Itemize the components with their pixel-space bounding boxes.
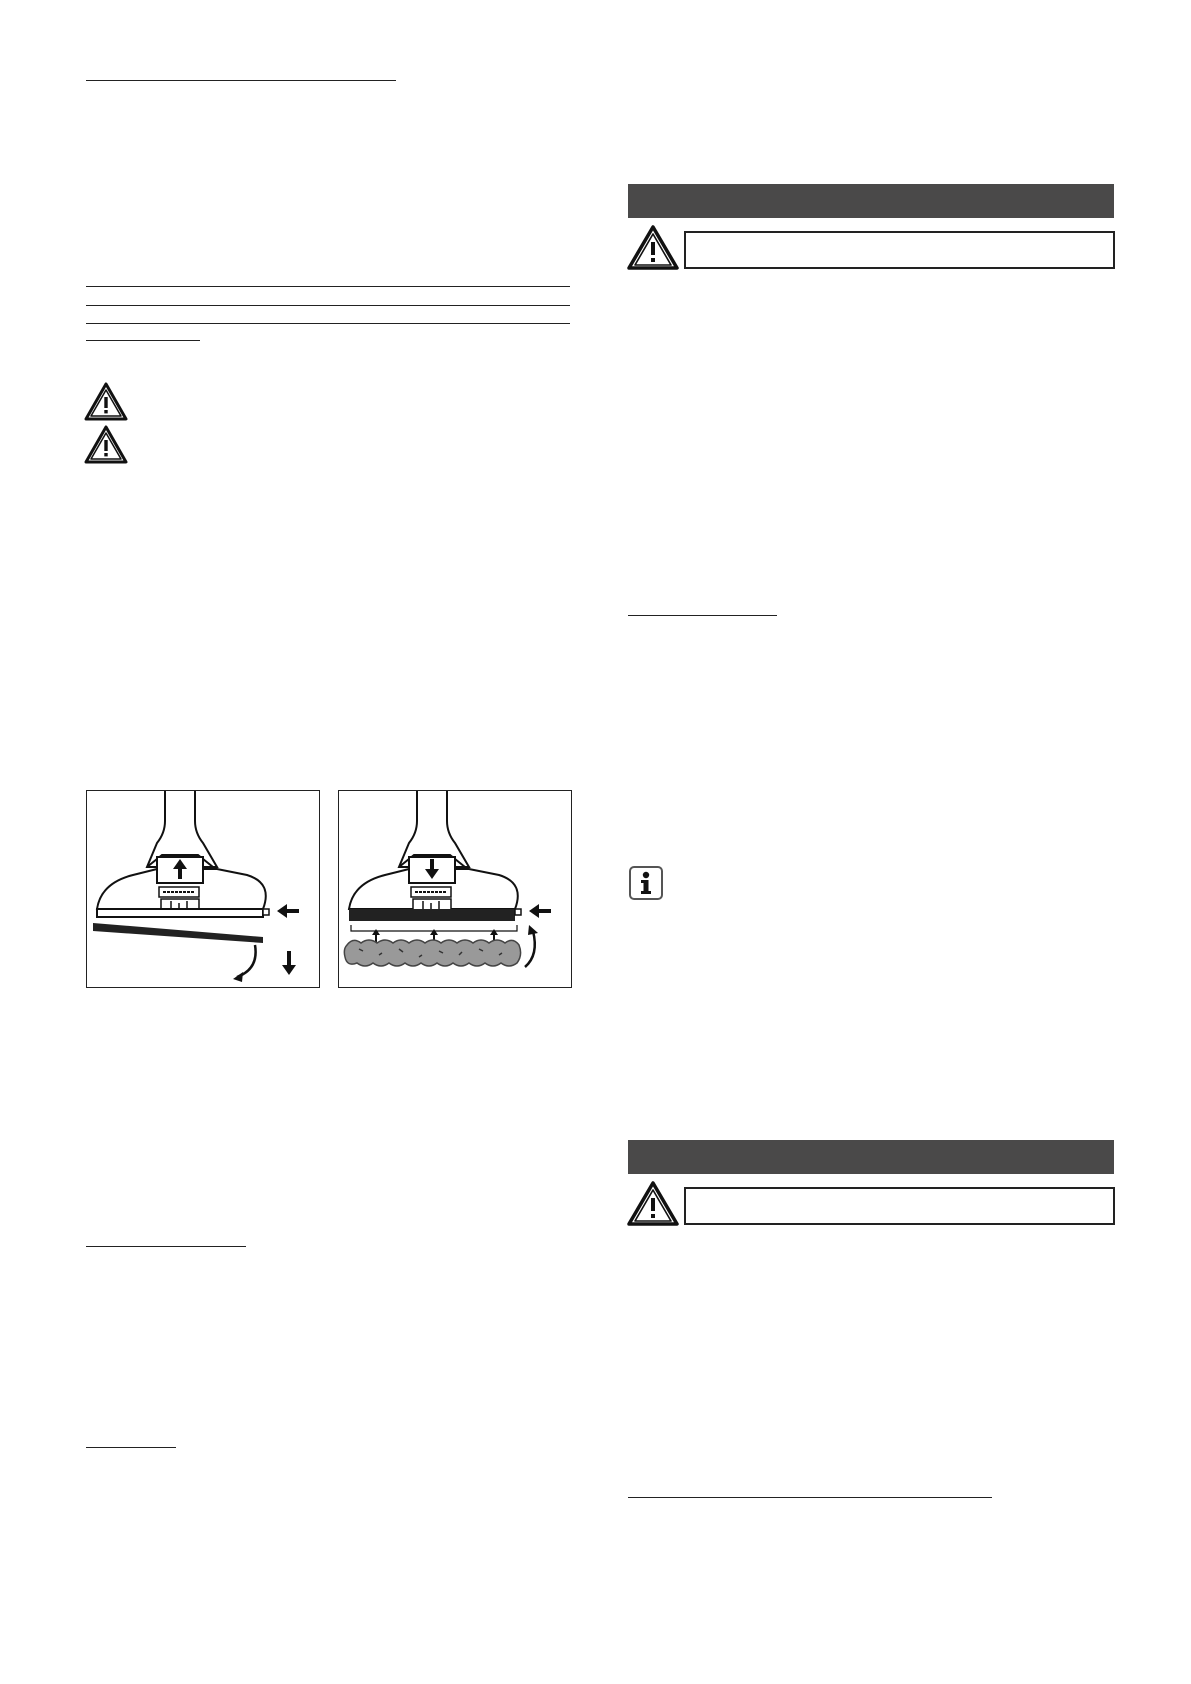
warning-box	[684, 231, 1115, 269]
info-icon	[629, 866, 663, 900]
warning-triangle-icon	[627, 1181, 679, 1227]
divider-rule-2	[86, 305, 570, 306]
warning-triangle-icon	[627, 225, 679, 271]
divider-rule-1	[86, 286, 570, 287]
heading-underline-rule	[86, 1246, 246, 1247]
warning-triangle-icon	[84, 382, 128, 422]
top-underline-rule	[86, 80, 396, 81]
floor-nozzle-illustration	[87, 791, 319, 987]
heading-underline-rule	[86, 1447, 176, 1448]
section-header-bar	[628, 184, 1114, 218]
info-glyph	[631, 868, 661, 898]
warning-triangle-icon	[84, 425, 128, 465]
heading-underline-rule	[628, 1497, 992, 1498]
section-header-bar	[628, 1140, 1114, 1174]
figure-remove-cloth	[86, 790, 320, 988]
warning-box	[684, 1187, 1115, 1225]
figure-attach-cloth	[338, 790, 572, 988]
divider-rule-3	[86, 323, 570, 324]
heading-underline-rule	[628, 615, 777, 616]
floor-nozzle-illustration	[339, 791, 571, 987]
heading-underline-rule	[86, 340, 200, 341]
